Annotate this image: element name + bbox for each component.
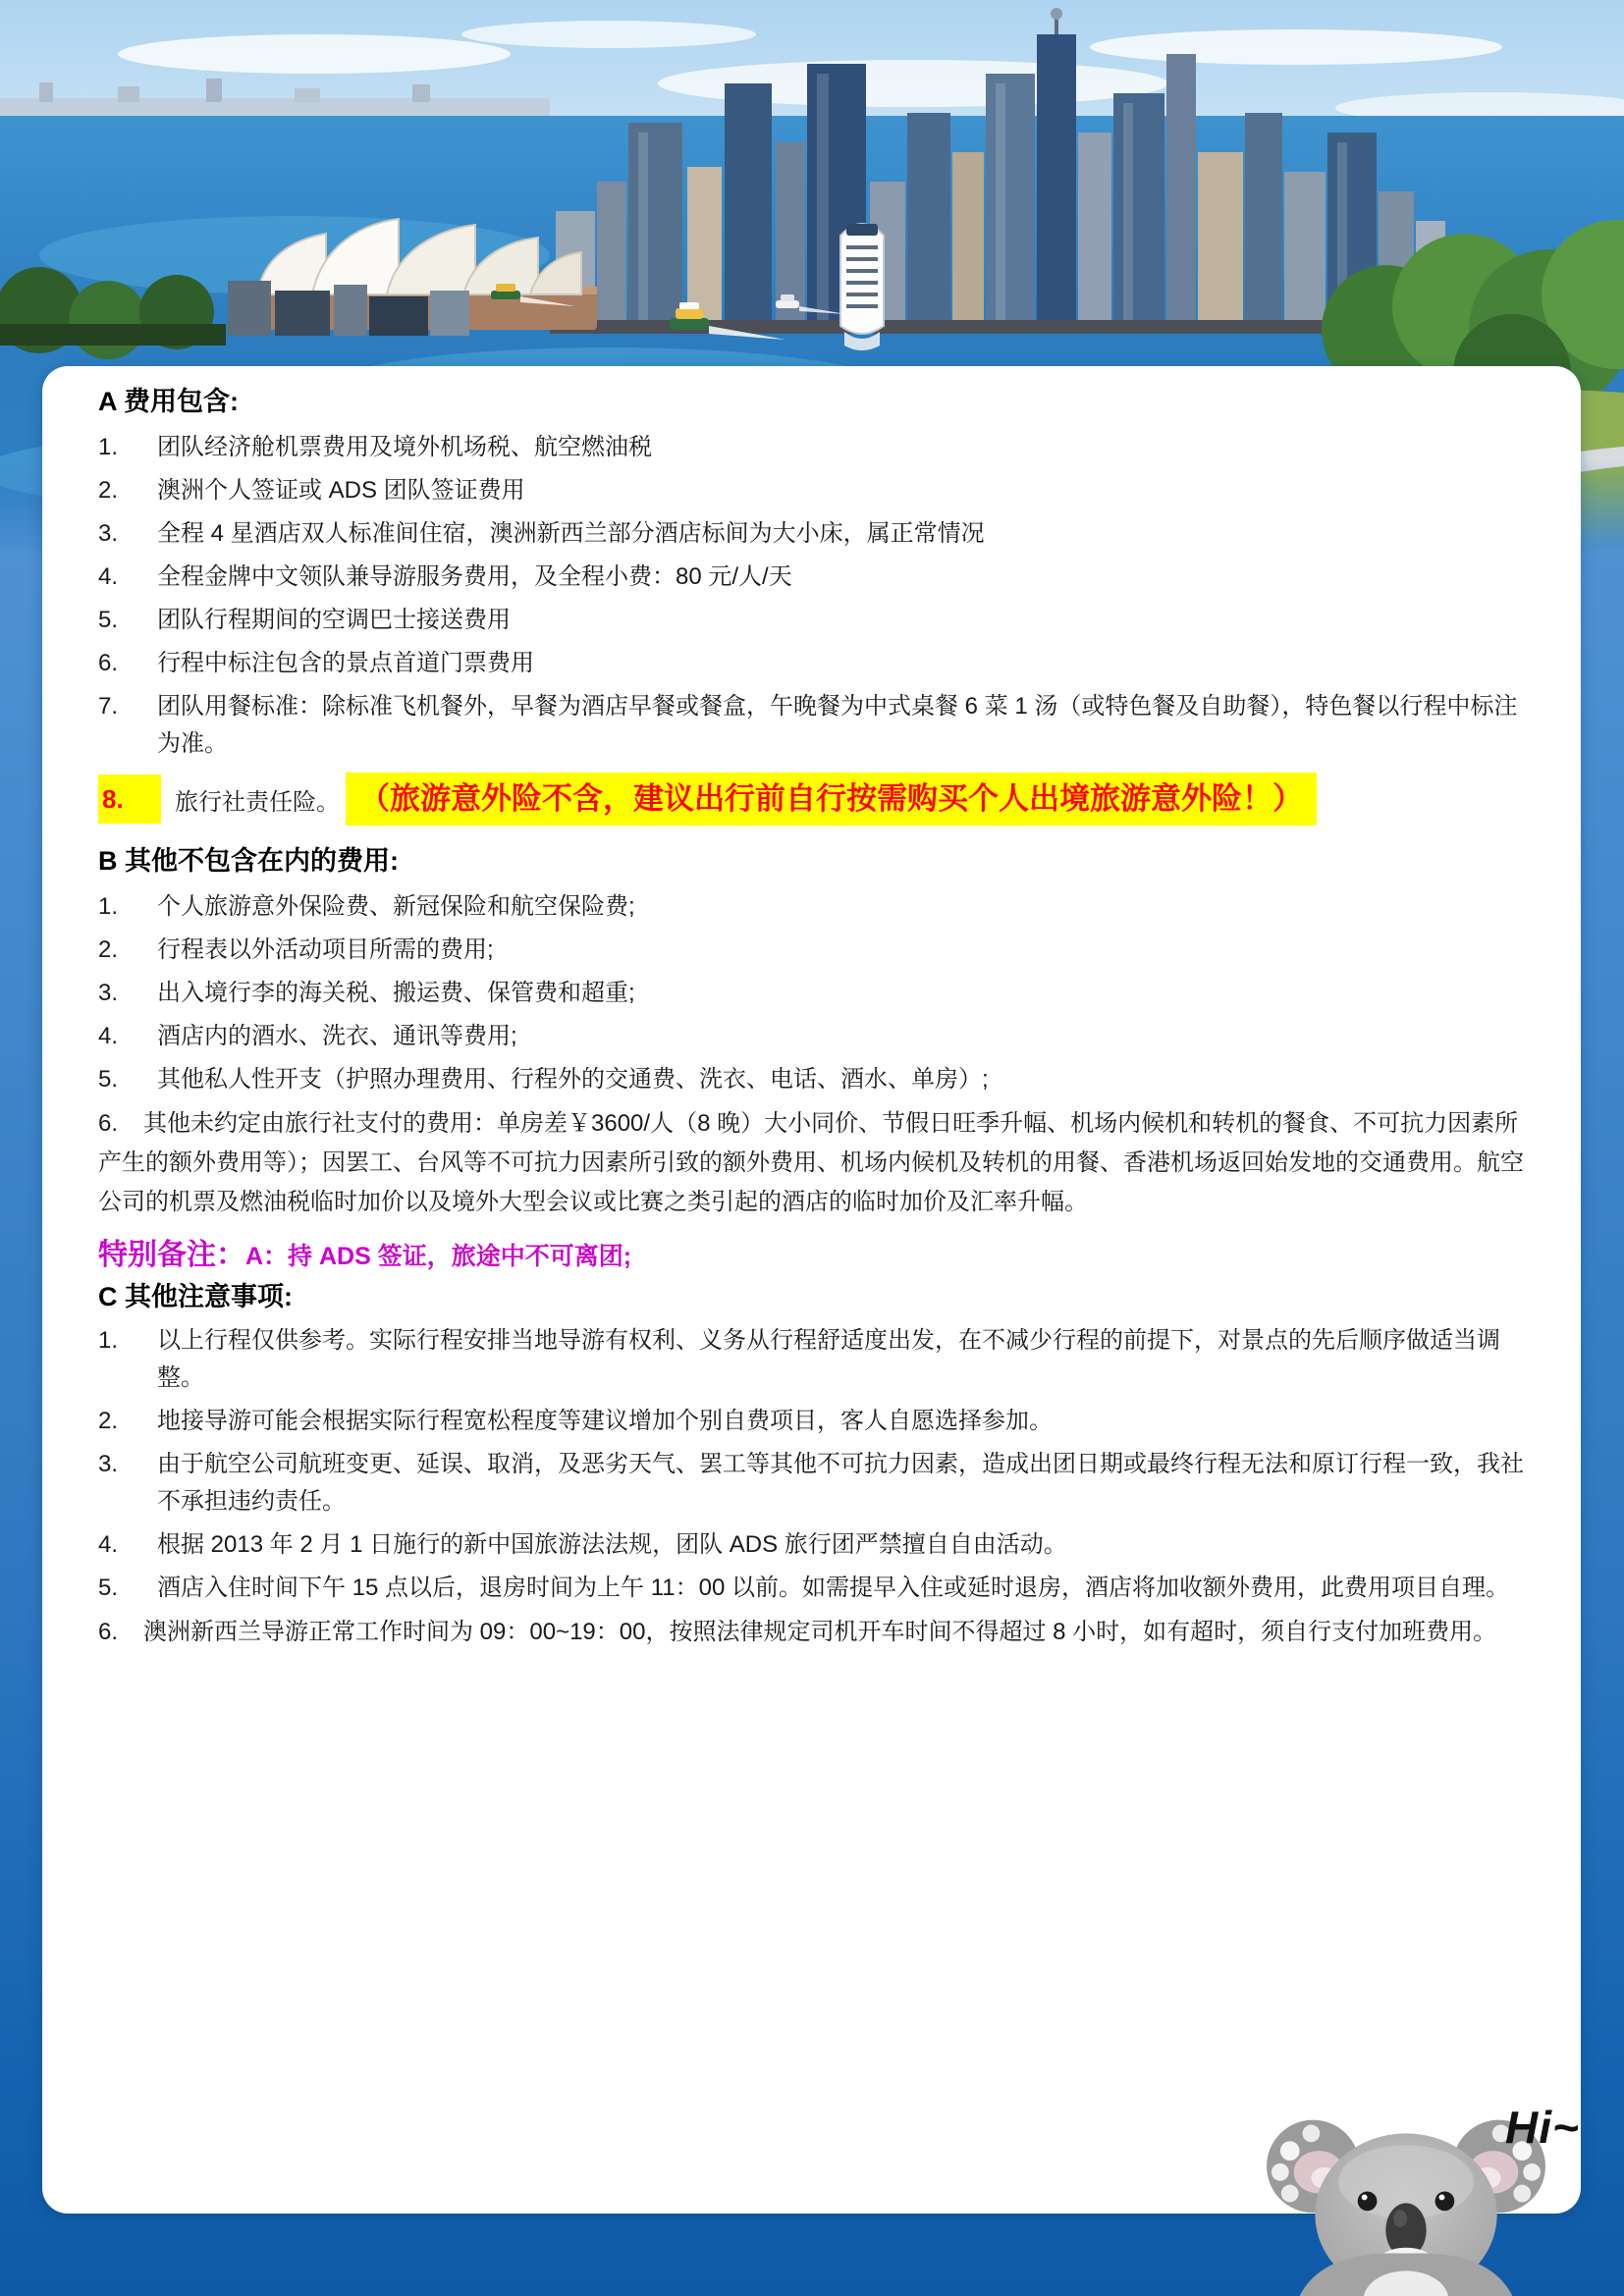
item-number: 3. [98, 980, 119, 1006]
insurance-notice-row [98, 773, 1526, 826]
item-number: 4. [98, 563, 119, 590]
list-item [98, 1061, 1526, 1098]
list-item [98, 1018, 1526, 1055]
item-number: 2. [98, 936, 119, 963]
list-item [98, 559, 1526, 596]
list-item [98, 975, 1526, 1012]
item-text: 澳洲个人签证或 ADS 团队签证费用 [157, 477, 525, 504]
item-number: 1. [98, 1327, 119, 1354]
item-text: 酒店内的酒水、洗衣、通讯等费用; [157, 1023, 517, 1049]
list-item-paragraph [98, 1104, 1526, 1222]
item-text: 行程中标注包含的景点首道门票费用 [157, 650, 534, 676]
item-number: 1. [98, 434, 119, 460]
item-number: 3. [98, 520, 119, 547]
list-item [98, 1322, 1526, 1397]
item-number: 7. [98, 693, 119, 720]
item-number: 5. [98, 607, 119, 633]
item-number: 5. [98, 1575, 119, 1601]
special-note-label: 特别备注： [98, 1239, 245, 1271]
item-text: 全程金牌中文领队兼导游服务费用，及全程小费：80 元/人/天 [157, 563, 792, 590]
koala-greeting-text: Hi~ [1505, 2102, 1580, 2153]
list-item [98, 645, 1526, 682]
item-number: 2. [98, 1408, 119, 1434]
item-number: 3. [98, 1451, 119, 1477]
list-item [98, 472, 1526, 509]
item-number: 6. [98, 650, 119, 676]
item-text: 由于航空公司航班变更、延误、取消，及恶劣天气、罢工等其他不可抗力因素，造成出团日期或最终行程无法和原订行程一致，我社不承担违约责任。 [157, 1451, 1524, 1515]
list-item-paragraph [98, 1613, 1526, 1652]
list-item [98, 515, 1526, 553]
item-text: 出入境行李的海关税、搬运费、保管费和超重; [157, 980, 635, 1006]
list-item [98, 1570, 1526, 1607]
item-text: 行程表以外活动项目所需的费用; [157, 936, 494, 963]
special-note [98, 1230, 1526, 1273]
item-text: 酒店入住时间下午 15 点以后，退房时间为上午 11：00 以前。如需提早入住或延时退房，酒店将加收额外费用，此费用项目自理。 [157, 1575, 1509, 1601]
item-number: 4. [98, 1531, 119, 1558]
item-text: 团队用餐标准：除标准飞机餐外，早餐为酒店早餐或餐盒，午晚餐为中式桌餐 6 菜 1 汤（或特色餐及自助餐），特色餐以行程中标注为准。 [157, 693, 1518, 757]
item-number: 5. [98, 1066, 119, 1093]
item-text: 地接导游可能会根据实际行程宽松程度等建议增加个别自费项目，客人自愿选择参加。 [157, 1408, 1053, 1434]
item-text: 以上行程仅供参考。实际行程安排当地导游有权利、义务从行程舒适度出发，在不减少行程的前提下，对景点的先后顺序做适当调整。 [157, 1327, 1500, 1391]
insurance-item-text: 旅行社责任险。 [175, 788, 340, 816]
list-item [98, 1403, 1526, 1440]
item-number: 6. [98, 1619, 119, 1645]
section-c-heading: C 其他注意事项: [98, 1282, 293, 1311]
item-number: 4. [98, 1023, 119, 1049]
item-number: 2. [98, 477, 119, 504]
item-text: 团队行程期间的空调巴士接送费用 [157, 607, 511, 633]
section-a-heading: A 费用包含: [98, 387, 239, 416]
list-item [98, 888, 1526, 926]
content-panel [42, 366, 1581, 2214]
list-item [98, 602, 1526, 639]
insurance-warning-highlight: （旅游意外险不含，建议出行前自行按需购买个人出境旅游意外险！） [346, 773, 1317, 826]
item-text: 个人旅游意外保险费、新冠保险和航空保险费; [157, 893, 635, 920]
list-item [98, 429, 1526, 466]
item-text: 澳洲新西兰导游正常工作时间为 09：00~19：00，按照法律规定司机开车时间不得超过 8 小时，如有超时，须自行支付加班费用。 [143, 1619, 1497, 1645]
list-item [98, 688, 1526, 763]
item-text: 根据 2013 年 2 月 1 日施行的新中国旅游法法规，团队 ADS 旅行团严禁擅自自由活动。 [157, 1531, 1067, 1558]
item-text: 其他未约定由旅行社支付的费用：单房差￥3600/人（8 晚）大小同价、节假日旺季升幅、机场内候机和转机的餐食、不可抗力因素所产生的额外费用等）；因罢工、台风等不可抗力因素所引致的额外费用、机场内候机及转机的用餐、香港机场返回始发地的交通费用。航空公司的机票及燃油税临时加价以及境外大型会议或比赛之类引起的酒店的临时加价及汇率升幅。 [98, 1110, 1524, 1215]
special-note-text: A：持 ADS 签证，旅途中不可离团; [245, 1243, 632, 1270]
item-number: 6. [98, 1110, 119, 1137]
item-text: 其他私人性开支（护照办理费用、行程外的交通费、洗衣、电话、酒水、单房）; [157, 1066, 989, 1093]
item-text: 全程 4 星酒店双人标准间住宿，澳洲新西兰部分酒店标间为大小床，属正常情况 [157, 520, 985, 547]
section-b-heading: B 其他不包含在内的费用: [98, 846, 399, 876]
item-text: 团队经济舱机票费用及境外机场税、航空燃油税 [157, 434, 652, 460]
item-number: 1. [98, 893, 119, 920]
list-item [98, 932, 1526, 969]
list-item [98, 1526, 1526, 1564]
list-item [98, 1446, 1526, 1521]
highlighted-item-number: 8. [98, 774, 161, 824]
